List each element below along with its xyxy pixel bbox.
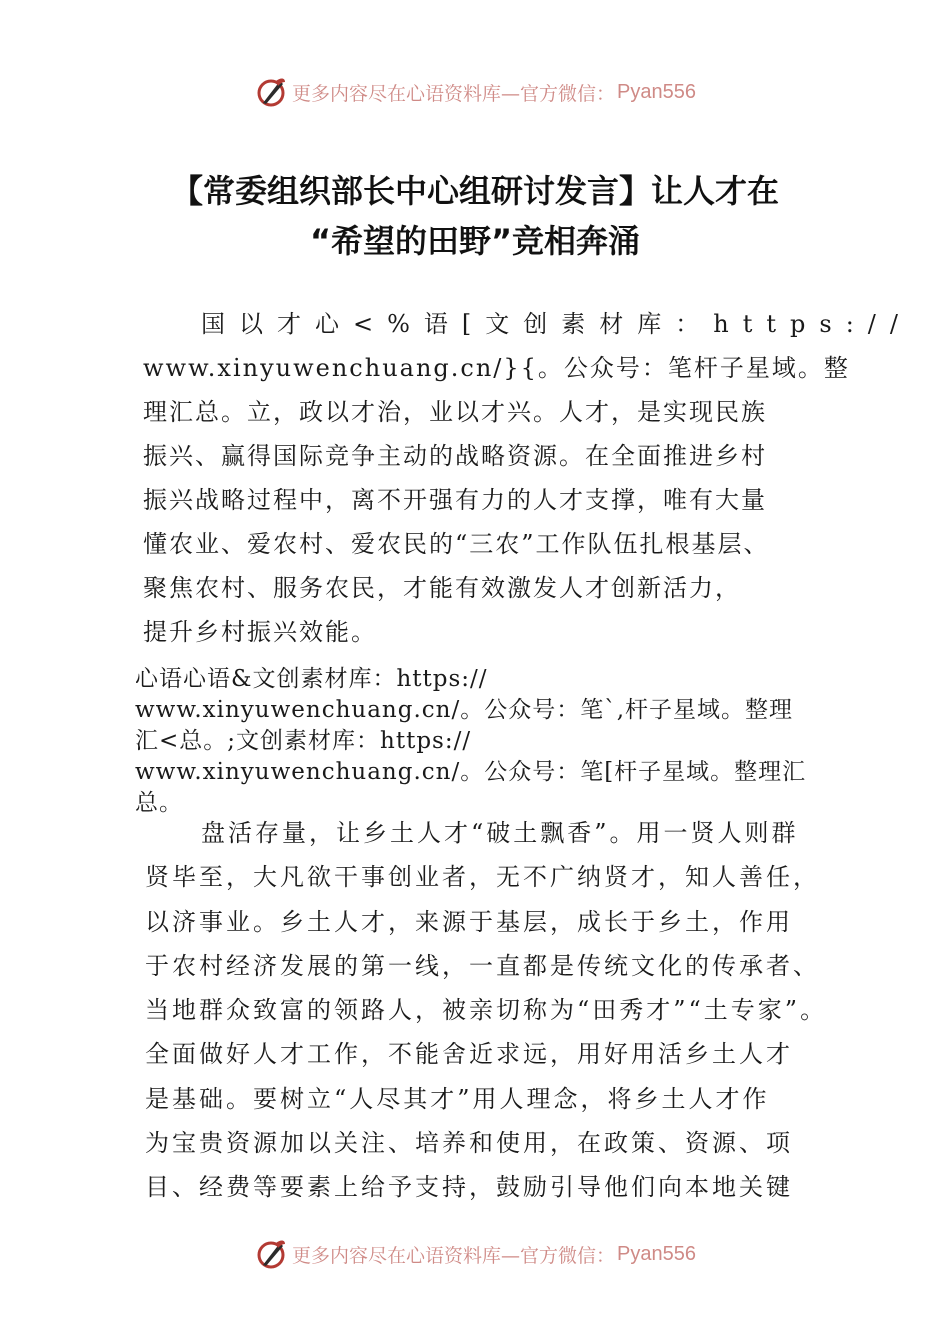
- header-banner: [0, 74, 950, 110]
- text-line: 目、经费等要素上给予支持，鼓励引导他们向本地关键: [145, 1173, 793, 1202]
- banner-wechat-id: Pyan556: [617, 80, 696, 103]
- text-line: 盘活存量，让乡土人才“破土飘香”。用一贤人则群: [201, 819, 799, 847]
- text-line: 心语心语&文创素材库：https://: [135, 666, 488, 692]
- text-line: 是基础。要树立“人尽其才”用人理念，将乡土人才作: [145, 1084, 770, 1113]
- text-line: 以济事业。乡土人才，来源于基层，成长于乡土，作用: [145, 907, 793, 936]
- text-line: 振兴、赢得国际竞争主动的战略资源。在全面推进乡村: [143, 442, 767, 470]
- paragraph-intro: [143, 302, 912, 654]
- text-line: www.xinyuwenchuang.cn/。公众号：笔[杆子星域。整理汇: [135, 759, 807, 785]
- text-line: 汇<总。;文创素材库：https://: [135, 728, 472, 754]
- text-line: 提升乡村振兴效能。: [143, 618, 377, 646]
- title-line-2: “希望的田野”竞相奔涌: [309, 222, 641, 260]
- text-line: 国以才心<%语[文创素材库：https://: [201, 310, 912, 338]
- text-line: 聚焦农村、服务农民，才能有效激发人才创新活力，: [143, 574, 741, 602]
- text-line: www.xinyuwenchuang.cn/。公众号：笔`,杆子星域。整理: [135, 697, 794, 723]
- text-line: 为宝贵资源加以关注、培养和使用，在政策、资源、项: [145, 1129, 793, 1158]
- text-line: 贤毕至，大凡欲干事创业者，无不广纳贤才，知人善任，: [145, 863, 820, 892]
- text-line: 懂农业、爱农村、爱农民的“三农”工作队伍扎根基层、: [143, 530, 770, 558]
- text-line: 于农村经济发展的第一线，一直都是传统文化的传承者、: [145, 951, 820, 980]
- banner-text: 更多内容尽在心语资料库—官方微信：: [292, 82, 616, 105]
- banner-text: 更多内容尽在心语资料库—官方微信：: [292, 1244, 616, 1267]
- text-line: 当地群众致富的领路人，被亲切称为“田秀才”“土专家”。: [145, 996, 828, 1025]
- document-title: [60, 166, 890, 266]
- paragraph-local-talent: [145, 811, 835, 1210]
- banner-wechat-id: Pyan556: [617, 1242, 696, 1265]
- text-line: 总。: [135, 790, 183, 816]
- inserted-source-note: [135, 664, 835, 819]
- footer-banner: [0, 1236, 950, 1272]
- text-line: 理汇总。立，政以才治，业以才兴。人才，是实现民族: [143, 398, 767, 426]
- text-line: 振兴战略过程中，离不开强有力的人才支撑，唯有大量: [143, 486, 767, 514]
- title-line-1: 【常委组织部长中心组研讨发言】让人才在: [170, 172, 779, 210]
- quill-pen-logo-icon: [254, 75, 288, 109]
- quill-pen-logo-icon: [254, 1237, 288, 1271]
- text-line: www.xinyuwenchuang.cn/}{。公众号：笔杆子星域。整: [143, 354, 850, 382]
- text-line: 全面做好人才工作，不能舍近求远，用好用活乡土人才: [145, 1040, 793, 1069]
